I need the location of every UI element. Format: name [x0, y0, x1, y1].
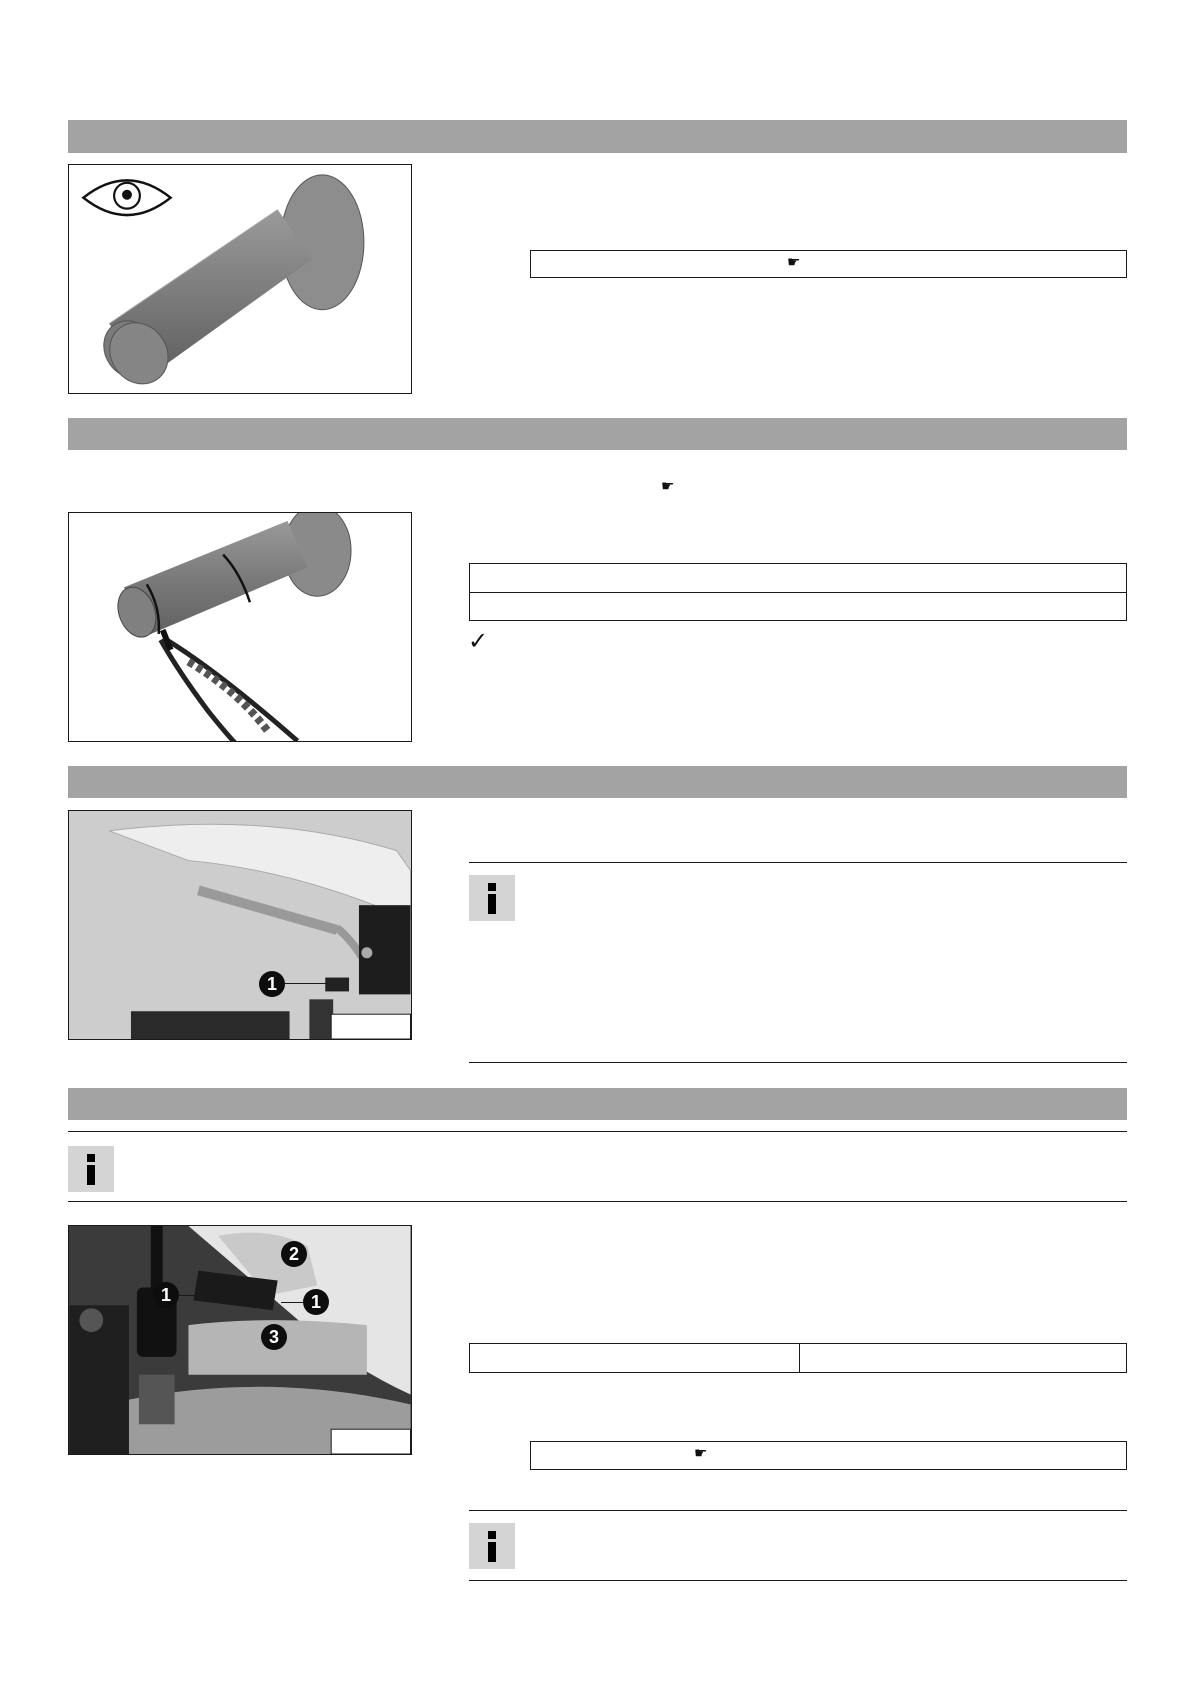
note-rule-bottom-4: [68, 1201, 1127, 1202]
grip-wire-tie-illustration: [69, 513, 411, 741]
figure-clutch-lever-adjuster: [68, 810, 412, 1040]
grip-illustration: [69, 165, 411, 393]
clutch-lever-photo: [69, 811, 411, 1039]
checkmark-icon: ✓: [468, 628, 489, 655]
note-rule-bottom-5: [469, 1580, 1127, 1581]
table-4-row-1: [469, 1343, 1127, 1373]
callout-1: 1: [259, 971, 285, 997]
note-rule-bottom-3: [469, 1062, 1127, 1063]
info-icon: [68, 1146, 114, 1192]
section-header-bar-4: [68, 1088, 1127, 1120]
callout-leader-line: [285, 983, 329, 984]
table-4-column-divider: [799, 1344, 800, 1372]
pointing-hand-icon[interactable]: ☛: [787, 254, 801, 271]
info-icon: [469, 875, 515, 921]
figure-grip-wire-tie: [68, 512, 412, 742]
figure-grip-inspection: [68, 164, 412, 394]
figure-mirror-mount: [68, 1225, 412, 1455]
table-2-row-1: [469, 563, 1127, 593]
note-rule-top-5: [469, 1510, 1127, 1511]
mirror-mount-photo: [69, 1226, 411, 1454]
info-icon: [469, 1523, 515, 1569]
note-rule-top-3: [469, 862, 1127, 863]
callout-1: 1: [153, 1282, 179, 1308]
section-header-bar-2: [68, 418, 1127, 450]
section-header-bar-1: [68, 120, 1127, 153]
reference-box-1: [530, 250, 1127, 278]
callout-3: 3: [261, 1324, 287, 1350]
callout-1: 1: [303, 1289, 329, 1315]
callout-2: 2: [281, 1241, 307, 1267]
callout-leader-line: [281, 1302, 303, 1303]
eye-icon: [83, 180, 170, 215]
pointing-hand-icon[interactable]: ☛: [694, 1445, 708, 1462]
note-rule-top-4: [68, 1131, 1127, 1132]
pointing-hand-icon[interactable]: ☛: [661, 478, 675, 495]
table-2-row-2: [469, 592, 1127, 621]
section-header-bar-3: [68, 766, 1127, 798]
reference-box-4: [530, 1441, 1127, 1470]
callout-leader-line: [179, 1295, 217, 1296]
